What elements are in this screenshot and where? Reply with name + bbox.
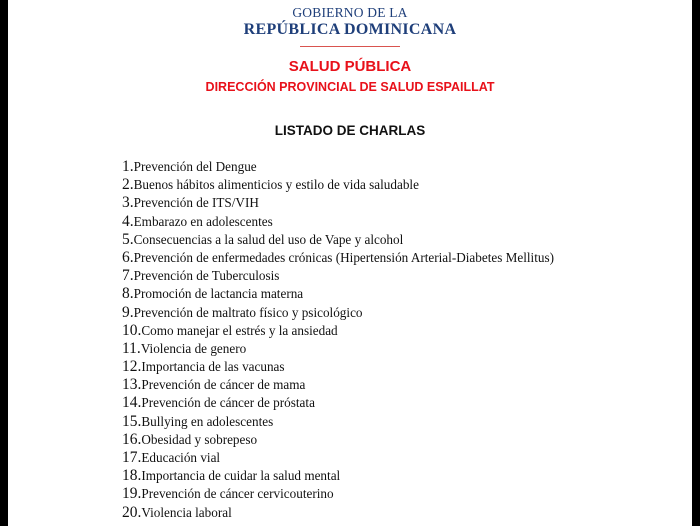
list-item	[122, 322, 692, 340]
item-number: 13.	[122, 376, 142, 394]
list-item	[122, 194, 692, 212]
item-text: Como manejar el estrés y la ansiedad	[141, 322, 338, 338]
list-item	[122, 176, 692, 194]
item-text: Importancia de cuidar la salud mental	[141, 468, 341, 484]
item-number: 3.	[122, 194, 134, 212]
list-item	[122, 504, 692, 522]
item-text: Importancia de las vacunas	[141, 359, 285, 375]
list-item	[122, 394, 692, 412]
item-text: Prevención de cáncer cervicouterino	[141, 486, 334, 502]
charlas-list	[122, 158, 692, 522]
item-text: Prevención de Tuberculosis	[133, 268, 280, 284]
item-number: 18.	[122, 467, 142, 485]
item-text: Obesidad y sobrepeso	[141, 431, 258, 447]
list-item	[122, 213, 692, 231]
item-number: 16.	[122, 430, 142, 448]
item-text: Prevención de ITS/VIH	[133, 195, 259, 211]
list-item	[122, 467, 692, 485]
item-text: Buenos hábitos alimenticios y estilo de vida saludable	[133, 177, 419, 193]
item-text: Promoción de lactancia materna	[133, 286, 304, 302]
item-number: 11.	[122, 339, 141, 357]
item-number: 7.	[122, 267, 134, 285]
item-number: 8.	[122, 285, 134, 303]
item-number: 10.	[122, 321, 142, 339]
list-item	[122, 231, 692, 249]
item-number: 9.	[122, 303, 134, 321]
salud-publica-heading: SALUD PÚBLICA	[288, 58, 412, 75]
item-number: 19.	[122, 485, 142, 503]
list-item	[122, 249, 692, 267]
list-item	[122, 267, 692, 285]
item-number: 1.	[122, 158, 134, 175]
item-number: 4.	[122, 212, 134, 230]
document-title: LISTADO DE CHARLAS	[274, 123, 426, 138]
list-item	[122, 158, 692, 176]
list-item	[122, 285, 692, 303]
list-item	[122, 304, 692, 322]
item-text: Embarazo en adolescentes	[133, 213, 273, 229]
item-text: Violencia de genero	[140, 340, 247, 356]
item-text: Prevención de cáncer de mama	[141, 377, 306, 393]
item-text: Prevención de cáncer de próstata	[141, 395, 315, 411]
item-text: Prevención de enfermedades crónicas (Hipertensión Arterial-Diabetes Mellitus)	[133, 249, 555, 265]
item-text: Bullying en adolescentes	[141, 413, 274, 429]
list-item	[122, 358, 692, 376]
direccion-provincial-heading: DIRECCIÓN PROVINCIAL DE SALUD ESPAILLAT	[205, 80, 495, 94]
item-number: 15.	[122, 412, 142, 430]
item-text: Violencia laboral	[141, 504, 232, 520]
item-text: Educación vial	[141, 450, 221, 465]
list-item	[122, 449, 692, 467]
item-number: 14.	[122, 394, 142, 412]
item-number: 12.	[122, 358, 142, 376]
item-number: 2.	[122, 176, 134, 194]
item-text: Prevención de maltrato físico y psicológico	[133, 304, 363, 320]
item-number: 5.	[122, 230, 134, 248]
list-item	[122, 413, 692, 431]
item-text: Consecuencias a la salud del uso de Vape y alcohol	[133, 231, 404, 247]
header-divider	[300, 46, 400, 47]
government-header-line1: GOBIERNO DE LA	[292, 5, 408, 20]
government-header-line2: REPÚBLICA DOMINICANA	[243, 21, 457, 38]
document-page	[8, 0, 692, 526]
list-item	[122, 431, 692, 449]
item-number: 17.	[122, 449, 142, 466]
item-number: 20.	[122, 503, 142, 521]
item-text: Prevención del Dengue	[133, 159, 257, 174]
list-item	[122, 485, 692, 503]
item-number: 6.	[122, 248, 134, 266]
list-item	[122, 376, 692, 394]
list-item	[122, 340, 692, 358]
